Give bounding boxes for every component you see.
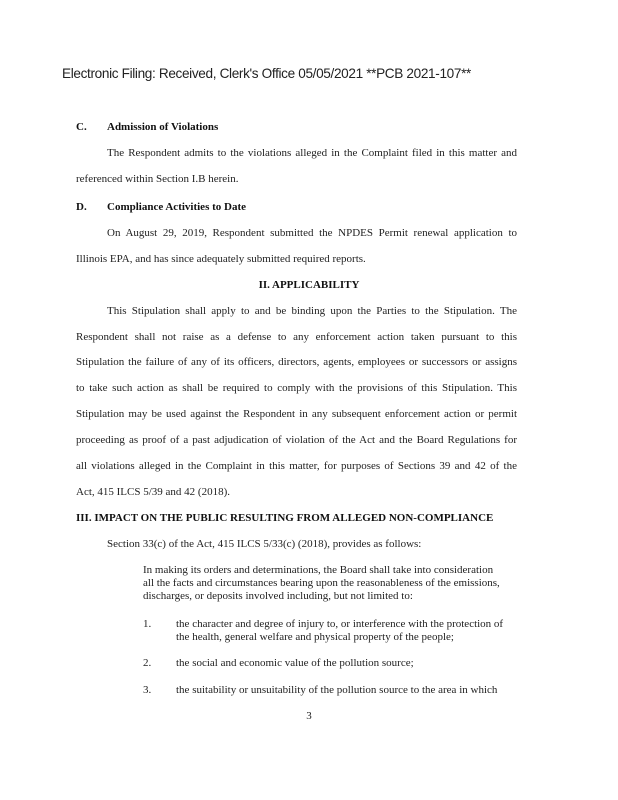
list-item-1-line-1: the character and degree of injury to, or interference with the protection of [176,618,504,630]
list-item-1-number: 1. [143,618,152,630]
list-item-3-number: 3. [143,684,152,696]
section-ii-line-5: Stipulation may be used against the Respondent in any subsequent enforcement action or permit [76,408,517,420]
section-iii-intro: Section 33(c) of the Act, 415 ILCS 5/33(c) (2018), provides as follows: [107,538,422,550]
section-d-line-2: Illinois EPA, and has since adequately submitted required reports. [76,253,366,265]
list-item-2-line-1: the social and economic value of the pollution source; [176,657,414,669]
section-c-line-1: The Respondent admits to the violations alleged in the Complaint filed in this matter and [107,147,517,159]
section-c-title: Admission of Violations [107,121,219,133]
quote-line-1: In making its orders and determinations, the Board shall take into consideration [143,564,494,576]
section-ii-line-3: Stipulation the failure of any of its officers, directors, agents, employees or successors or assigns [76,356,517,368]
section-ii-line-4: to take such action as shall be required to comply with the provisions of this Stipulation. This [76,382,517,394]
section-ii-line-8: Act, 415 ILCS 5/39 and 42 (2018). [76,486,230,498]
list-item-3-line-1: the suitability or unsuitability of the pollution source to the area in which [176,684,498,696]
section-iii-title: III. IMPACT ON THE PUBLIC RESULTING FROM ALLEGED NON-COMPLIANCE [76,512,494,524]
section-d-title: Compliance Activities to Date [107,201,246,213]
filing-stamp: Electronic Filing: Received, Clerk's Office 05/05/2021 **PCB 2021-107** [62,66,471,81]
section-d-line-1: On August 29, 2019, Respondent submitted the NPDES Permit renewal application to [107,227,517,239]
quote-line-3: discharges, or deposits involved including, but not limited to: [143,590,413,602]
page-number: 3 [306,710,312,722]
section-c-letter: C. [76,121,87,133]
section-ii-line-6: proceeding as proof of a past adjudication of violation of the Act and the Board Regulations for [76,434,517,446]
section-ii-line-2: Respondent shall not raise as a defense to any enforcement action taken pursuant to this [76,331,517,343]
quote-line-2: all the facts and circumstances bearing upon the reasonableness of the emissions, [143,577,500,589]
list-item-2-number: 2. [143,657,152,669]
section-d-letter: D. [76,201,87,213]
section-ii-line-1: This Stipulation shall apply to and be binding upon the Parties to the Stipulation. The [107,305,517,317]
list-item-1-line-2: the health, general welfare and physical property of the people; [176,631,454,643]
section-ii-title: II. APPLICABILITY [258,279,360,291]
section-c-line-2: referenced within Section I.B herein. [76,173,239,185]
section-ii-line-7: all violations alleged in the Complaint in this matter, for purposes of Sections 39 and 42 of the [76,460,517,472]
